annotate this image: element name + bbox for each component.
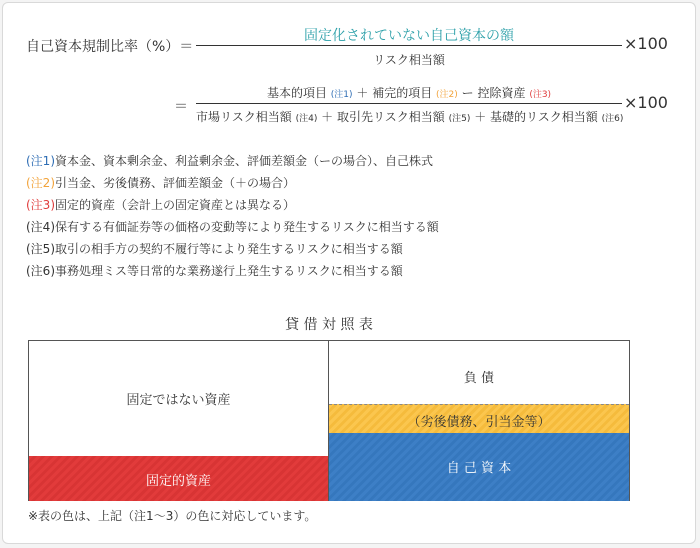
- subordinated-block: [329, 404, 629, 433]
- fraction-bar-1: [196, 45, 622, 46]
- note-5-text: 取引の相手方の契約不履行等により発生するリスクに相当する額: [55, 242, 403, 256]
- note-2: [26, 174, 295, 191]
- market-risk: 市場リスク相当額: [196, 110, 292, 124]
- subordinated-label: （劣後債務、引当金等）: [407, 415, 551, 430]
- note1-tag: (注1): [330, 90, 353, 100]
- note-6-text: 事務処理ミス等日常的な業務遂行上発生するリスクに相当する額: [55, 264, 403, 278]
- equity-label: 自 己 資 本: [446, 461, 512, 476]
- supplementary-items: 補完的項目: [372, 86, 433, 100]
- basic-risk: 基礎的リスク相当額: [490, 110, 598, 124]
- note-1-tag: (注1): [26, 154, 55, 168]
- equity-block: [329, 433, 629, 501]
- note-5-tag: (注5): [26, 242, 55, 256]
- formula-denominator-2: [196, 108, 622, 125]
- formula-numerator-2: [196, 84, 622, 101]
- note5-tag: (注5): [448, 114, 471, 124]
- plus-sign: ＋: [356, 86, 369, 100]
- plus-sign-1: ＋: [321, 110, 334, 124]
- balance-sheet-title: 貸 借 対 照 表: [285, 317, 373, 333]
- fixed-assets-label: 固定的資産: [145, 474, 211, 489]
- note2-tag: (注2): [436, 90, 458, 100]
- times-100-2: ×100: [624, 93, 668, 112]
- note4-tag: (注4): [295, 114, 318, 124]
- formula-numerator: 固定化されていない自己資本の額: [304, 28, 514, 44]
- minus-sign: ー: [461, 86, 474, 100]
- fraction-bar-2: [196, 103, 622, 104]
- note-1-text: 資本金、資本剰余金、利益剰余金、評価差額金（ーの場合）、自己株式: [55, 154, 434, 168]
- formula-lhs: 自己資本規制比率（%）＝: [26, 39, 194, 55]
- equals-sign-2: ＝: [174, 99, 188, 115]
- counterparty-risk: 取引先リスク相当額: [337, 110, 445, 124]
- note-2-text: 引当金、劣後債務、評価差額金（＋の場合）: [55, 176, 296, 190]
- formula-denominator: リスク相当額: [373, 53, 445, 67]
- balance-sheet: [28, 340, 630, 501]
- basic-items: 基本的項目: [266, 86, 327, 100]
- note-3: [26, 196, 295, 213]
- times-100-1: ×100: [624, 34, 668, 53]
- liabilities-label: 負 債: [463, 371, 495, 386]
- note6-tag: (注6): [601, 114, 624, 124]
- note-4: [26, 218, 439, 235]
- note-1: [26, 152, 433, 169]
- non-fixed-assets-label: 固定ではない資産: [126, 393, 231, 408]
- note-5: [26, 240, 403, 257]
- note-4-tag: (注4): [26, 220, 55, 234]
- color-footnote: ※表の色は、上記（注1～3）の色に対応しています。: [28, 509, 317, 523]
- note-3-text: 固定的資産（会計上の固定資産とは異なる）: [55, 198, 296, 212]
- note-6-tag: (注6): [26, 264, 55, 278]
- note-4-text: 保有する有価証券等の価格の変動等により発生するリスクに相当する額: [55, 220, 439, 234]
- note-2-tag: (注2): [26, 176, 55, 190]
- deduction-assets: 控除資産: [477, 86, 526, 100]
- note3-tag: (注3): [529, 90, 552, 100]
- fixed-assets-block: [29, 456, 328, 501]
- note-3-tag: (注3): [26, 198, 55, 212]
- note-6: [26, 262, 403, 279]
- plus-sign-2: ＋: [474, 110, 487, 124]
